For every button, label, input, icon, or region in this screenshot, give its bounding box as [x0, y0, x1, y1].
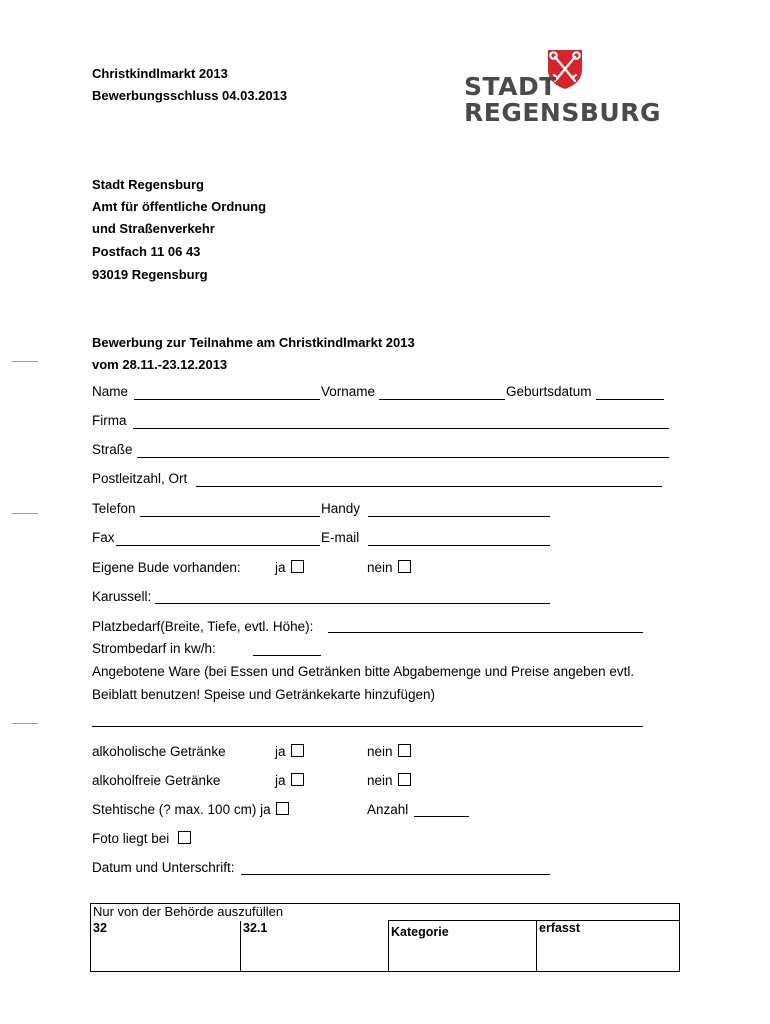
office-heading: Nur von der Behörde auszufüllen [91, 904, 680, 921]
ja-label: ja [275, 744, 286, 759]
nein-label: nein [367, 744, 393, 759]
foto-checkbox[interactable] [178, 831, 191, 844]
geburtsdatum-label: Geburtsdatum [506, 384, 592, 399]
platzbedarf-field[interactable] [328, 632, 643, 633]
telefon-field[interactable] [140, 516, 320, 517]
vorname-field[interactable] [379, 399, 505, 400]
email-field[interactable] [368, 545, 550, 546]
margin-mark [12, 513, 38, 514]
office-use-table [90, 903, 680, 972]
vorname-label: Vorname [321, 384, 376, 399]
fax-label: Fax [92, 530, 115, 545]
eigene-bude-ja [275, 560, 304, 575]
eigene-bude-nein-checkbox[interactable] [398, 560, 411, 573]
karussell-label: Karussell: [92, 589, 152, 604]
alkoholische-nein [367, 744, 411, 759]
email-label: E-mail [321, 530, 360, 545]
foto-row [92, 831, 191, 846]
strasse-label: Straße [92, 442, 133, 457]
alkoholfreie-nein [367, 773, 411, 788]
city-logo [464, 48, 661, 127]
alkoholfreie-nein-checkbox[interactable] [398, 773, 411, 786]
eigene-bude-ja-checkbox[interactable] [291, 560, 304, 573]
alkoholische-ja [275, 744, 304, 759]
telefon-label: Telefon [92, 501, 136, 516]
foto-label: Foto liegt bei [92, 831, 170, 846]
address-line: Stadt Regensburg [92, 177, 204, 192]
office-col-erfasst: erfasst [537, 921, 680, 972]
platzbedarf-label: Platzbedarf(Breite, Tiefe, evtl. Höhe): [92, 619, 314, 634]
name-label: Name [92, 384, 129, 399]
datum-unterschrift-field[interactable] [241, 874, 550, 875]
office-col-32: 32 [91, 921, 241, 972]
margin-mark [12, 723, 38, 724]
logo-regensburg: REGENSBURG [464, 98, 661, 127]
strombedarf-label: Strombedarf in kw/h: [92, 641, 216, 656]
alkoholische-nein-checkbox[interactable] [398, 744, 411, 757]
alkoholische-ja-checkbox[interactable] [291, 744, 304, 757]
header-deadline: Bewerbungsschluss 04.03.2013 [92, 88, 288, 103]
name-field[interactable] [134, 399, 320, 400]
margin-mark [12, 361, 38, 362]
address-line: und Straßenverkehr [92, 221, 215, 236]
nein-label: nein [367, 560, 393, 575]
strasse-field[interactable] [137, 457, 669, 458]
stehtische-row [92, 802, 289, 817]
eigene-bude-nein [367, 560, 411, 575]
eigene-bude-label: Eigene Bude vorhanden: [92, 560, 241, 575]
karussell-field[interactable] [155, 603, 550, 604]
strombedarf-field[interactable] [253, 655, 321, 656]
alkoholfreie-ja [275, 773, 304, 788]
fax-field[interactable] [116, 545, 320, 546]
header-event: Christkindlmarkt 2013 [92, 66, 228, 81]
form-period: vom 28.11.-23.12.2013 [92, 357, 228, 372]
ware-field[interactable] [92, 726, 643, 727]
ja-label: ja [275, 560, 286, 575]
plz-ort-label: Postleitzahl, Ort [92, 471, 188, 486]
stehtische-label: Stehtische (? max. 100 cm) ja [92, 802, 271, 817]
logo-stadt: STADT [464, 72, 557, 101]
ware-hint-1: Angebotene Ware (bei Essen und Getränken bitte Abgabemenge und Preise angeben evtl. [92, 664, 635, 679]
anzahl-field[interactable] [414, 816, 469, 817]
anzahl-label: Anzahl [367, 802, 409, 817]
ware-hint-2: Beiblatt benutzen! Speise und Getränkekarte hinzufügen) [92, 687, 435, 702]
office-col-kategorie: Kategorie [389, 921, 537, 972]
alkoholfreie-label: alkoholfreie Getränke [92, 773, 221, 788]
ja-label: ja [275, 773, 286, 788]
handy-label: Handy [321, 501, 361, 516]
datum-unterschrift-label: Datum und Unterschrift: [92, 860, 235, 875]
nein-label: nein [367, 773, 393, 788]
firma-field[interactable] [133, 428, 669, 429]
firma-label: Firma [92, 413, 127, 428]
plz-ort-field[interactable] [196, 486, 662, 487]
address-line: 93019 Regensburg [92, 267, 208, 282]
handy-field[interactable] [368, 516, 550, 517]
address-line: Postfach 11 06 43 [92, 244, 201, 259]
form-title: Bewerbung zur Teilnahme am Christkindlmarkt 2013 [92, 335, 415, 350]
geburtsdatum-field[interactable] [596, 399, 664, 400]
stehtische-ja-checkbox[interactable] [276, 802, 289, 815]
office-col-32-1: 32.1 [241, 921, 389, 972]
alkoholfreie-ja-checkbox[interactable] [291, 773, 304, 786]
address-line: Amt für öffentliche Ordnung [92, 199, 267, 214]
alkoholische-label: alkoholische Getränke [92, 744, 226, 759]
